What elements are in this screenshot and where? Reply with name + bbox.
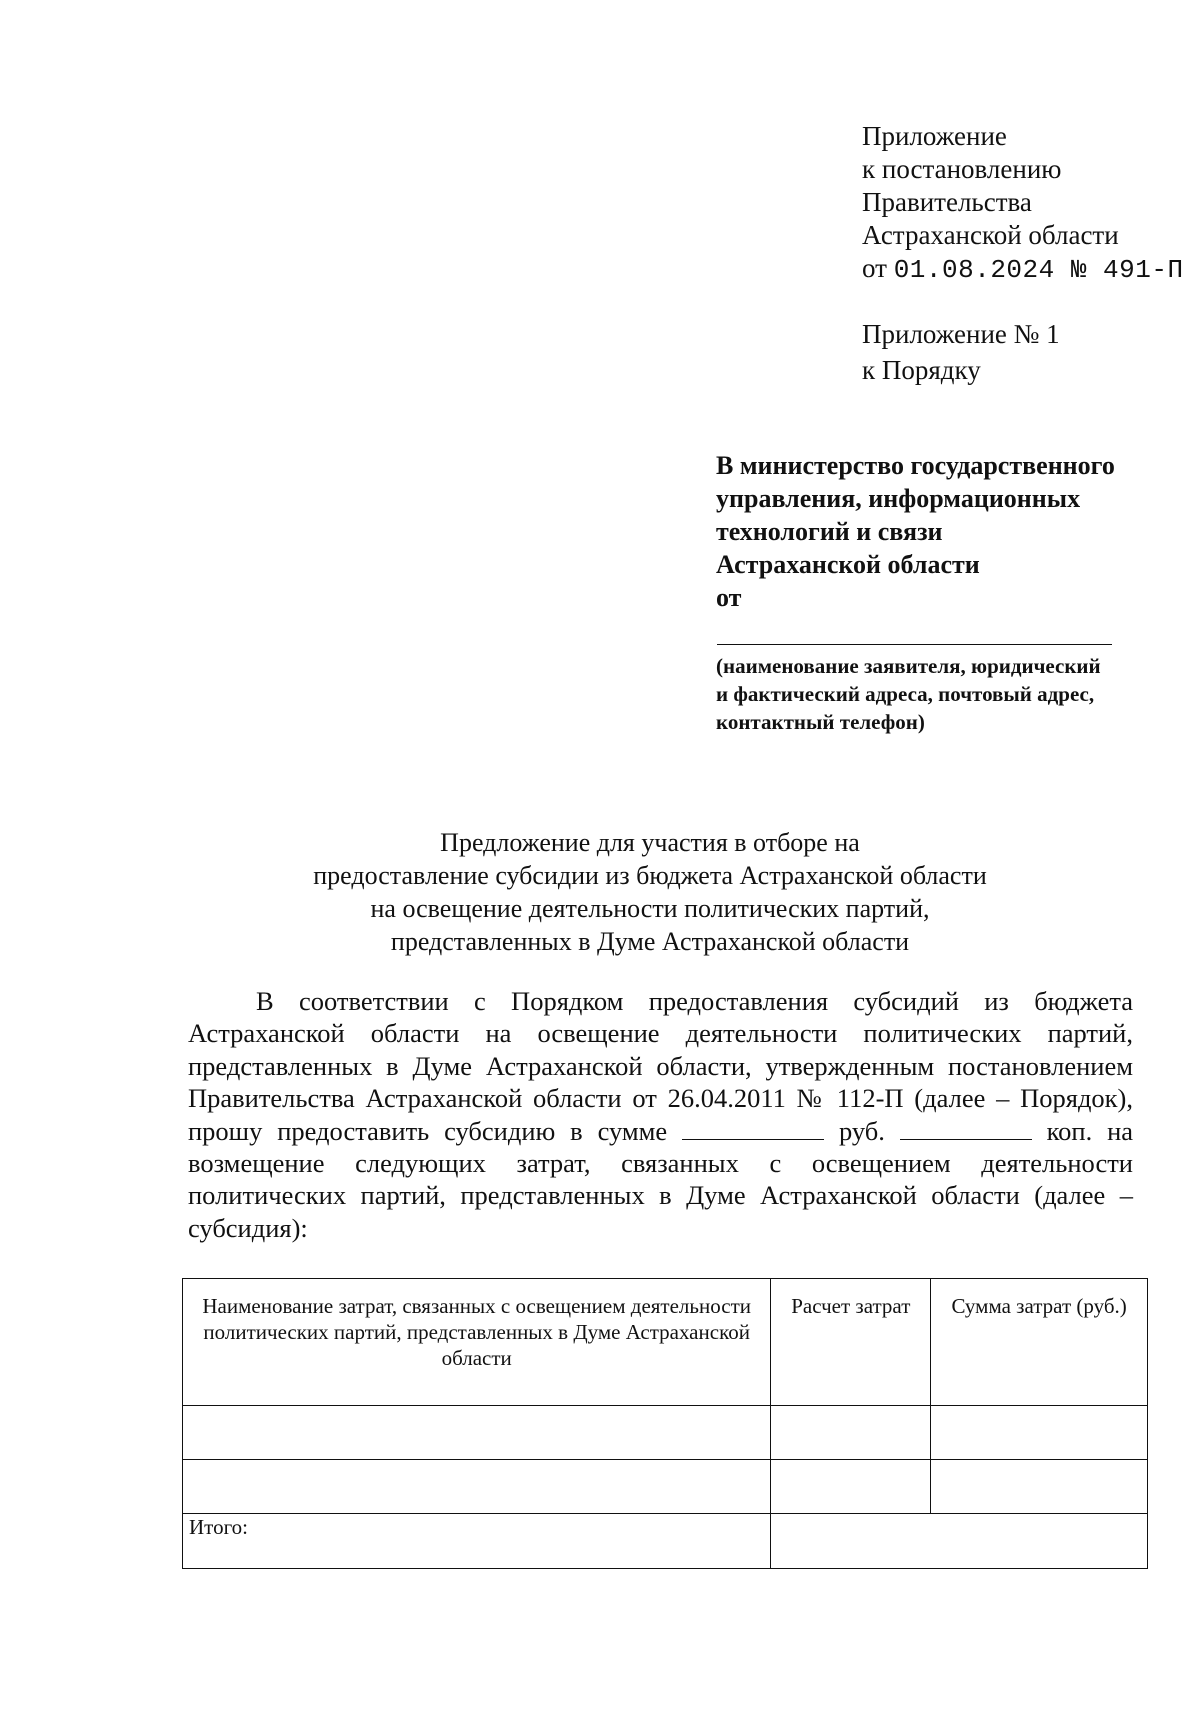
applicant-name-field-line <box>717 644 1112 645</box>
header-cost-name: Наименование затрат, связанных с освещением деятельности политических партий, представленных в Думе Астраханской области <box>183 1279 771 1406</box>
title-line: на освещение деятельности политических партий, <box>370 894 930 923</box>
appendix2-line: Приложение № 1 <box>862 319 1060 349</box>
date-prefix: от <box>862 253 887 283</box>
paragraph <box>188 985 1133 1244</box>
appendix-line: Астраханской области <box>862 220 1119 250</box>
body-part2: коп. на возмещение следующих затрат, связанных с освещением деятельности политических партий, представленных в Думе Астраханской области (далее – субсидия): <box>188 1115 1134 1243</box>
rub-label: руб. <box>838 1115 885 1146</box>
table-cell <box>931 1460 1148 1514</box>
addressee-block <box>716 449 1115 614</box>
appendix-block <box>862 120 1184 287</box>
date-stamp: 01.08.2024 № 491-П <box>893 255 1184 285</box>
total-label: Итого: <box>183 1514 771 1569</box>
table-total-row <box>183 1514 1148 1569</box>
addressee-line: технологий и связи <box>716 517 943 546</box>
caption-line: контактный телефон) <box>716 710 925 734</box>
body-paragraph <box>188 985 1133 1244</box>
caption-line: (наименование заявителя, юридический <box>716 654 1101 678</box>
addressee-line: Астраханской области <box>716 550 980 579</box>
appendix-line: Правительства <box>862 187 1032 217</box>
title-line: представленных в Думе Астраханской области <box>390 927 910 956</box>
total-value-cell <box>771 1514 1148 1569</box>
header-cost-amount: Сумма затрат (руб.) <box>931 1279 1148 1406</box>
table-cell <box>771 1460 931 1514</box>
document-title <box>160 826 1140 958</box>
table-cell <box>183 1460 771 1514</box>
appendix2-line: к Порядку <box>862 355 981 385</box>
amount-kop-blank <box>900 1117 1032 1140</box>
appendix-date <box>862 252 1184 287</box>
amount-rub-blank <box>682 1117 824 1140</box>
costs-table <box>182 1278 1148 1569</box>
addressee-line: В министерство государственного <box>716 451 1115 480</box>
table-cell <box>183 1406 771 1460</box>
appendix-line: Приложение <box>862 121 1007 151</box>
table-cell <box>931 1406 1148 1460</box>
table-row <box>183 1460 1148 1514</box>
appendix-line: к постановлению <box>862 154 1062 184</box>
table-row <box>183 1406 1148 1460</box>
appendix-to-order-block <box>862 316 1060 388</box>
addressee-line: управления, информационных <box>716 484 1081 513</box>
addressee-from: от <box>716 583 742 612</box>
title-line: Предложение для участия в отборе на <box>440 828 860 857</box>
body-part1: В соответствии с Порядком предоставления субсидий из бюджета Астраханской области на освещение деятельности политических партий, представленных в Думе Астраханской области, утвержденным постановлением Правительства Астраханской области от 26.04.2011 № 112-П (далее – Порядок), прошу предоставить субсидию в сумме <box>188 986 1133 1146</box>
applicant-field-caption <box>716 652 1101 736</box>
header-cost-calculation: Расчет затрат <box>771 1279 931 1406</box>
table-cell <box>771 1406 931 1460</box>
table-header-row <box>183 1279 1148 1406</box>
caption-line: и фактический адреса, почтовый адрес, <box>716 682 1095 706</box>
title-line: предоставление субсидии из бюджета Астраханской области <box>313 861 987 890</box>
